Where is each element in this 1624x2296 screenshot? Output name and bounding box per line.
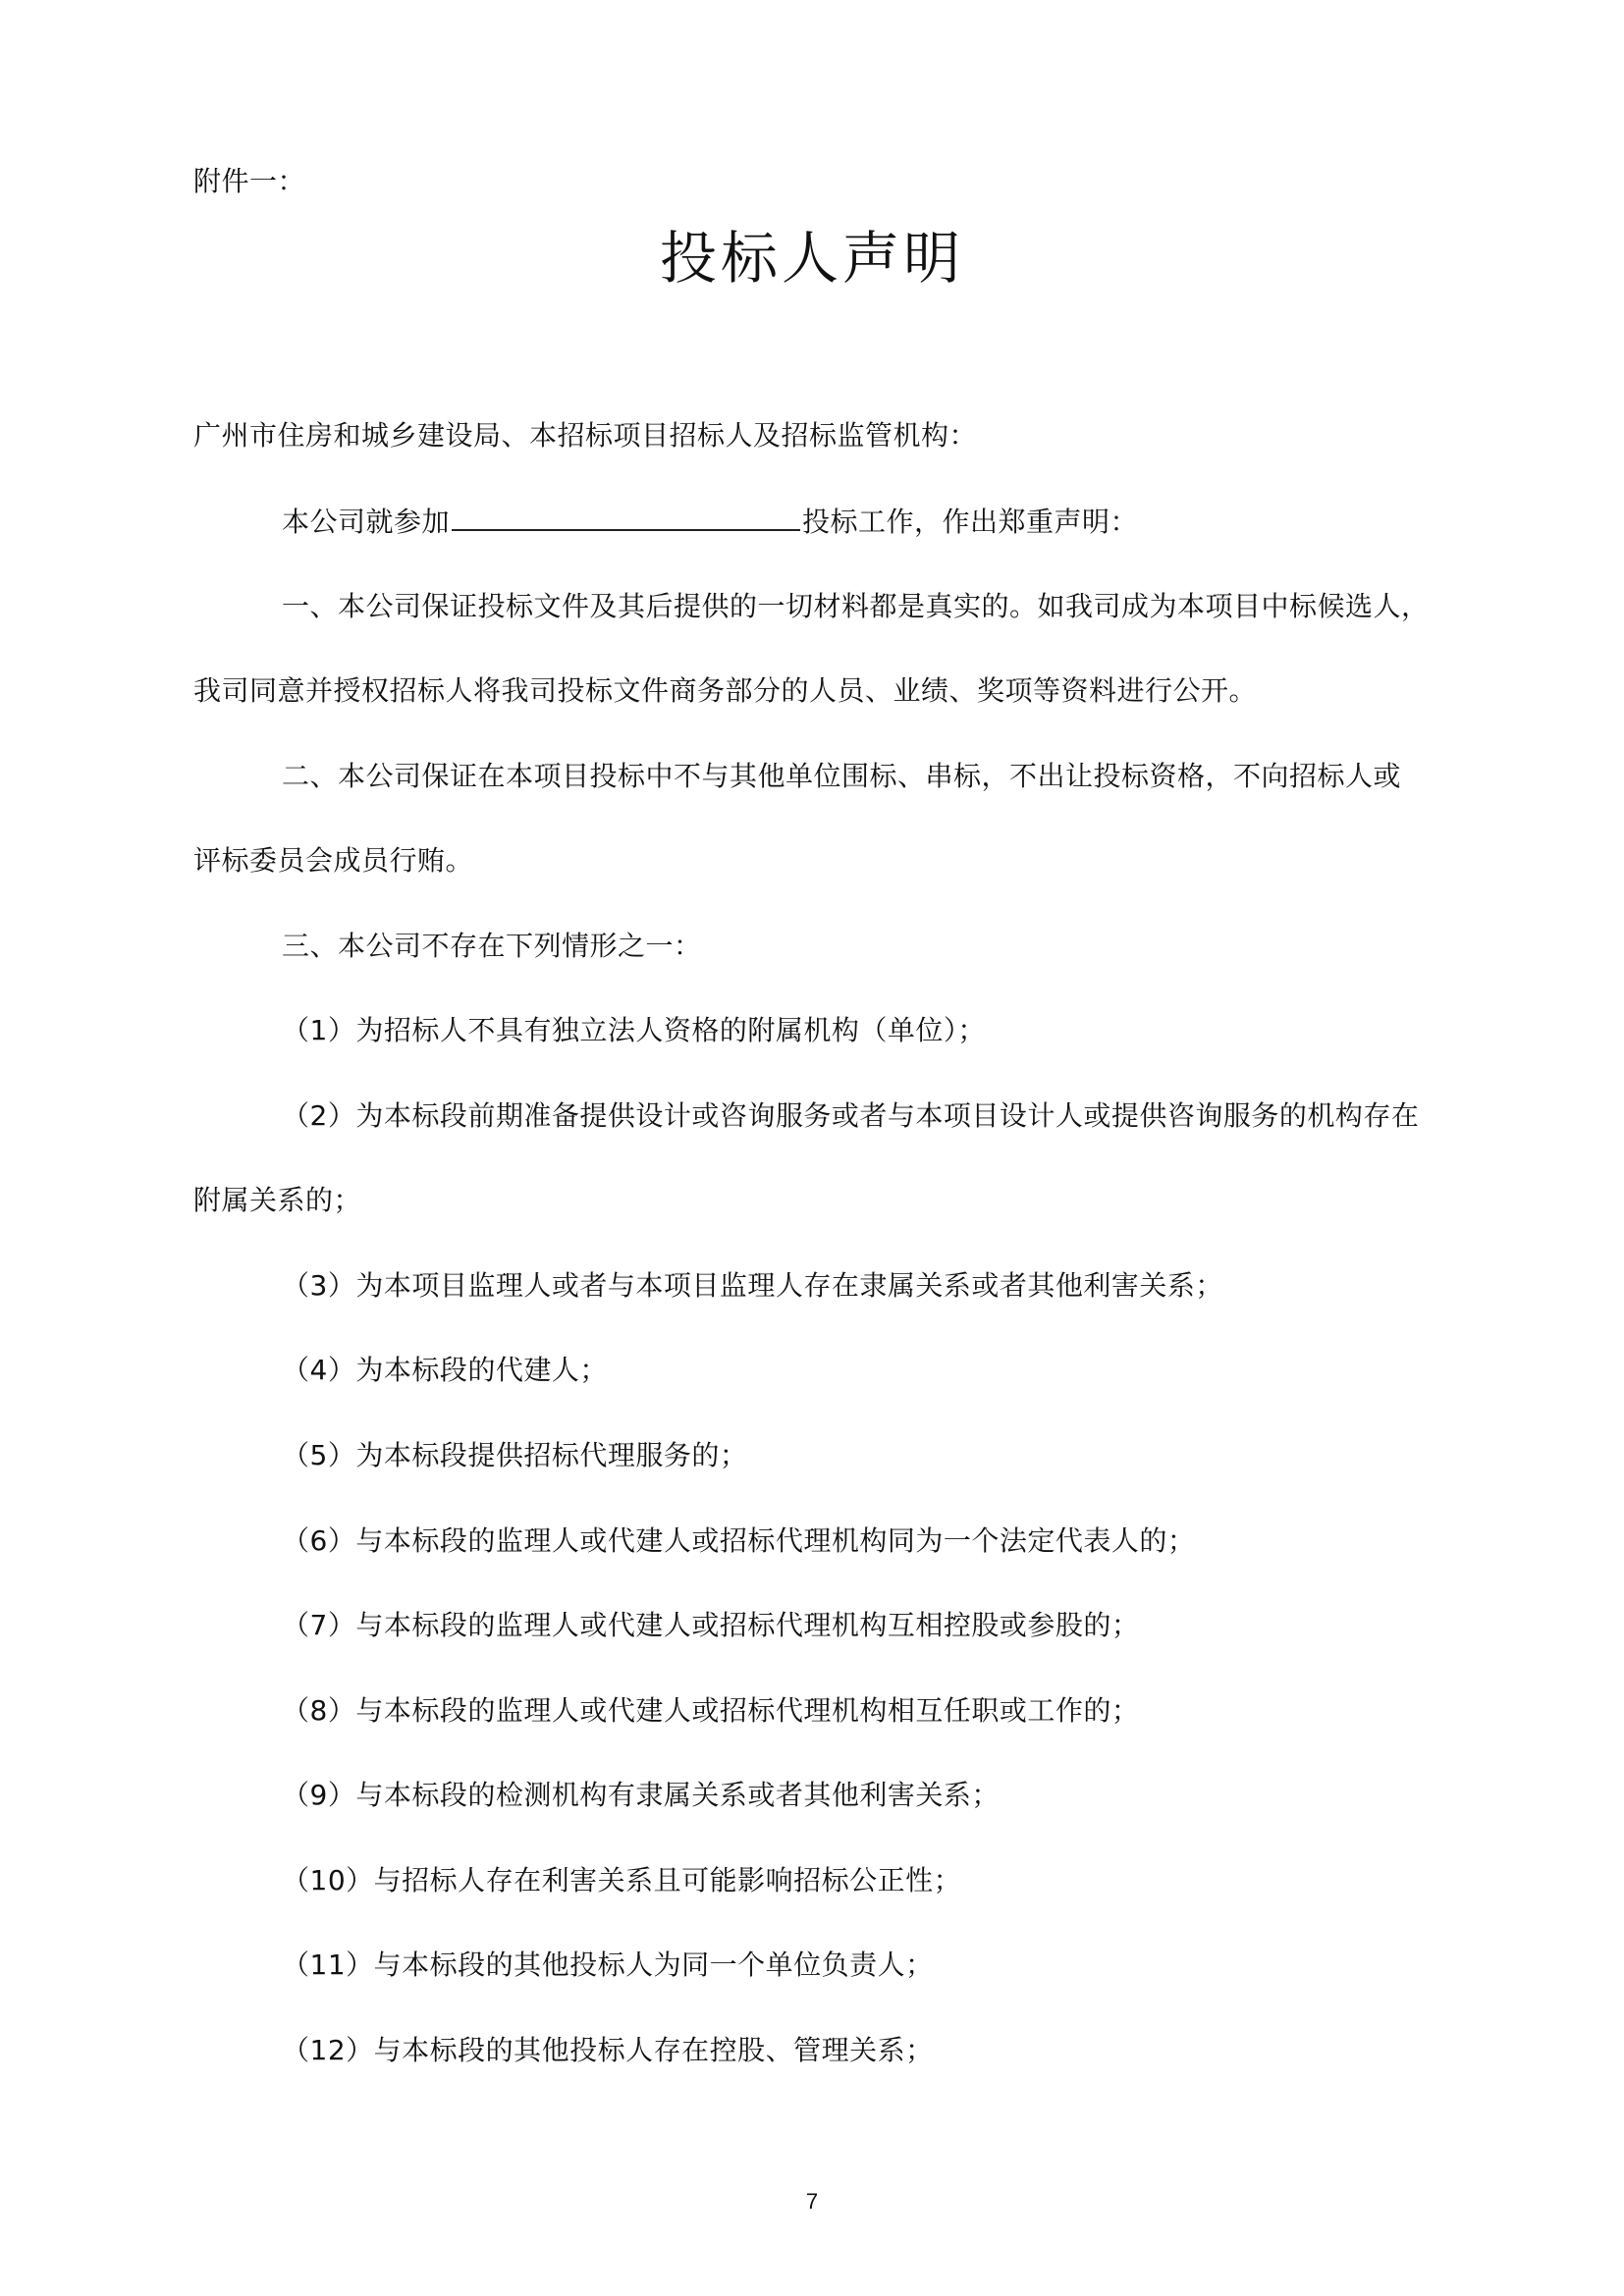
list-item-2-line1: （2）为本标段前期准备提供设计或咨询服务或者与本项目设计人或提供咨询服务的机构存在 [282, 1099, 1420, 1132]
list-item-1: （1）为招标人不具有独立法人资格的附属机构（单位）； [282, 1014, 986, 1046]
list-item-10: （10）与招标人存在利害关系且可能影响招标公正性； [282, 1864, 962, 1896]
paragraph-three: 三、本公司不存在下列情形之一： [282, 930, 702, 962]
attachment-label: 附件一： [193, 165, 306, 197]
list-item-9: （9）与本标段的检测机构有隶属关系或者其他利害关系； [282, 1779, 1000, 1811]
intro-suffix: 投标工作，作出郑重声明： [802, 506, 1139, 538]
page-number: 7 [805, 2189, 819, 2214]
list-item-5: （5）为本标段提供招标代理服务的； [282, 1439, 748, 1471]
list-item-2-line2: 附属关系的； [193, 1184, 362, 1216]
list-item-8: （8）与本标段的监理人或代建人或招标代理机构相互任职或工作的； [282, 1694, 1140, 1727]
paragraph-one-line2: 我司同意并授权招标人将我司投标文件商务部分的人员、业绩、奖项等资料进行公开。 [193, 674, 1258, 707]
list-item-6: （6）与本标段的监理人或代建人或招标代理机构同为一个法定代表人的； [282, 1524, 1196, 1557]
list-item-12: （12）与本标段的其他投标人存在控股、管理关系； [282, 2034, 934, 2066]
intro-prefix: 本公司就参加 [282, 506, 451, 538]
list-item-7: （7）与本标段的监理人或代建人或招标代理机构互相控股或参股的； [282, 1609, 1140, 1641]
paragraph-one-line1: 一、本公司保证投标文件及其后提供的一切材料都是真实的。如我司成为本项目中标候选人， [282, 590, 1430, 622]
addressee: 广州市住房和城乡建设局、本招标项目招标人及招标监管机构： [193, 419, 978, 452]
document-title: 投标人声明 [659, 225, 964, 292]
intro-statement [282, 504, 1138, 539]
list-item-11: （11）与本标段的其他投标人为同一个单位负责人； [282, 1949, 934, 1981]
paragraph-two-line1: 二、本公司保证在本项目投标中不与其他单位围标、串标，不出让投标资格，不向招标人或 [282, 760, 1402, 792]
paragraph-two-line2: 评标委员会成员行贿。 [193, 844, 474, 877]
list-item-4: （4）为本标段的代建人； [282, 1354, 608, 1386]
list-item-3: （3）为本项目监理人或者与本项目监理人存在隶属关系或者其他利害关系； [282, 1269, 1223, 1302]
project-name-blank [452, 504, 800, 531]
